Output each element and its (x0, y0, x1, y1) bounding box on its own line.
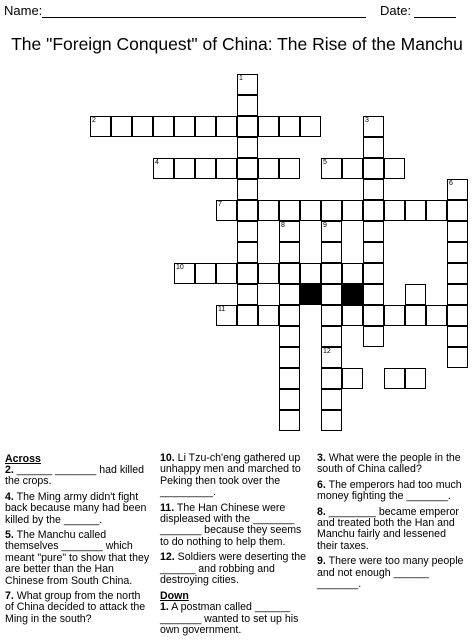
blocked-cell (300, 284, 321, 305)
grid-cell[interactable] (405, 305, 426, 326)
grid-cell[interactable] (342, 263, 363, 284)
grid-cell[interactable] (111, 116, 132, 137)
clue-item-text: What group from the north of China decided to attack the Ming in the south? (5, 590, 146, 625)
clue-item-number: 6. (317, 478, 326, 491)
grid-cell[interactable] (153, 158, 174, 179)
clue-item-text: Li Tzu-ch'eng gathered up unhappy men and marched to Peking then took over the _________. (160, 452, 301, 499)
date-label: Date: (380, 3, 412, 18)
grid-cell[interactable] (363, 179, 384, 200)
clue-number: 9 (323, 222, 327, 229)
clue-number: 11 (218, 306, 226, 313)
clue-number: 7 (218, 201, 222, 208)
clue-item-number: 4. (5, 490, 14, 503)
grid-cell[interactable] (195, 158, 216, 179)
grid-cell[interactable] (279, 263, 300, 284)
grid-cell[interactable] (447, 221, 468, 242)
grid-cell[interactable] (237, 284, 258, 305)
grid-cell[interactable] (216, 158, 237, 179)
grid-cell[interactable] (426, 305, 447, 326)
grid-cell[interactable] (405, 284, 426, 305)
grid-cell[interactable] (237, 158, 258, 179)
grid-cell[interactable] (174, 263, 195, 284)
clue-item-number: 11. (160, 501, 175, 514)
grid-cell[interactable] (279, 158, 300, 179)
clue-item-text: A postman called ______ _______ wanted to set up his own government. (160, 601, 299, 637)
grid-cell[interactable] (447, 200, 468, 221)
clue-number: 10 (176, 264, 184, 271)
down-heading: Down (160, 590, 189, 603)
grid-cell[interactable] (363, 305, 384, 326)
grid-cell[interactable] (279, 368, 300, 389)
grid-cell[interactable] (321, 158, 342, 179)
grid-cell[interactable] (447, 347, 468, 368)
clues-column-3 (317, 453, 467, 594)
clue-item-text: There were too many people and not enough ______ _______. (317, 555, 464, 591)
clue-item-text: ________ became emperor and treated both the Han and Manchu fairly and lessened their taxes. (317, 505, 459, 552)
grid-cell[interactable] (321, 347, 342, 368)
grid-cell[interactable] (279, 284, 300, 305)
clue-item-text: ______ _______ had killed the crops. (5, 464, 145, 488)
grid-cell[interactable] (258, 116, 279, 137)
grid-cell[interactable] (195, 116, 216, 137)
grid-cell[interactable] (132, 116, 153, 137)
grid-cell[interactable] (363, 221, 384, 242)
grid-cell[interactable] (321, 326, 342, 347)
grid-cell[interactable] (300, 200, 321, 221)
grid-cell[interactable] (174, 116, 195, 137)
grid-cell[interactable] (237, 95, 258, 116)
grid-cell[interactable] (195, 263, 216, 284)
grid-cell[interactable] (447, 242, 468, 263)
clue-number: 6 (449, 180, 453, 187)
clue-number: 8 (281, 222, 285, 229)
clue-item-text: The Manchu called themselves _______ which meant "pure" to show that they are better than the Han Chinese from South China. (5, 529, 150, 587)
grid-cell[interactable] (447, 284, 468, 305)
grid-cell[interactable] (90, 116, 111, 137)
clue-item (5, 465, 151, 488)
grid-cell[interactable] (384, 200, 405, 221)
grid-cell[interactable] (321, 368, 342, 389)
grid-cell[interactable] (363, 137, 384, 158)
grid-cell[interactable] (321, 221, 342, 242)
grid-cell[interactable] (237, 200, 258, 221)
grid-cell[interactable] (363, 263, 384, 284)
grid-cell[interactable] (384, 305, 405, 326)
grid-cell[interactable] (384, 158, 405, 179)
grid-cell[interactable] (363, 242, 384, 263)
grid-cell[interactable] (342, 158, 363, 179)
grid-cell[interactable] (279, 326, 300, 347)
grid-cell[interactable] (237, 137, 258, 158)
grid-cell[interactable] (321, 200, 342, 221)
clue-item-number: 8. (317, 505, 326, 518)
grid-cell[interactable] (279, 242, 300, 263)
grid-cell[interactable] (216, 200, 237, 221)
clue-item (160, 503, 308, 549)
clue-number: 3 (365, 117, 369, 124)
grid-cell[interactable] (237, 305, 258, 326)
grid-cell[interactable] (279, 347, 300, 368)
clue-item-number: 9. (317, 555, 326, 568)
grid-cell[interactable] (363, 116, 384, 137)
grid-cell[interactable] (279, 305, 300, 326)
grid-cell[interactable] (279, 389, 300, 410)
grid-cell[interactable] (216, 305, 237, 326)
grid-cell[interactable] (363, 284, 384, 305)
clue-number: 5 (323, 159, 327, 166)
clue-item (317, 507, 467, 553)
clue-item (317, 556, 467, 590)
grid-cell[interactable] (321, 242, 342, 263)
grid-cell[interactable] (363, 326, 384, 347)
clue-item (5, 530, 151, 587)
clues-column-2 (160, 453, 308, 641)
clue-item-number: 7. (5, 590, 14, 603)
grid-cell[interactable] (342, 305, 363, 326)
grid-cell[interactable] (216, 263, 237, 284)
grid-cell[interactable] (237, 263, 258, 284)
grid-cell[interactable] (405, 368, 426, 389)
clue-number: 2 (92, 117, 96, 124)
grid-cell[interactable] (279, 221, 300, 242)
clue-number: 12 (323, 348, 331, 355)
grid-cell[interactable] (321, 410, 342, 431)
grid-cell[interactable] (258, 200, 279, 221)
grid-cell[interactable] (237, 179, 258, 200)
clue-number: 4 (155, 159, 159, 166)
grid-cell[interactable] (447, 305, 468, 326)
grid-cell[interactable] (237, 242, 258, 263)
clue-item-number: 5. (5, 529, 14, 542)
grid-cell[interactable] (300, 263, 321, 284)
clue-item-number: 12. (160, 551, 175, 564)
grid-cell[interactable] (258, 263, 279, 284)
grid-cell[interactable] (216, 116, 237, 137)
grid-cell[interactable] (279, 116, 300, 137)
name-label: Name: (4, 3, 43, 18)
clue-number: 1 (239, 75, 243, 82)
clue-item (160, 602, 308, 636)
clue-item-number: 1. (160, 601, 169, 614)
grid-cell[interactable] (321, 284, 342, 305)
grid-cell[interactable] (300, 116, 321, 137)
grid-cell[interactable] (342, 368, 363, 389)
grid-cell[interactable] (447, 326, 468, 347)
grid-cell[interactable] (447, 179, 468, 200)
clue-item-number: 3. (317, 452, 326, 464)
clue-item (317, 480, 467, 503)
grid-cell[interactable] (405, 200, 426, 221)
grid-cell[interactable] (258, 158, 279, 179)
clue-item (5, 591, 151, 625)
clues-column-1 (5, 453, 151, 629)
across-heading: Across (5, 453, 41, 465)
grid-cell[interactable] (279, 410, 300, 431)
grid-cell[interactable] (237, 116, 258, 137)
grid-cell[interactable] (237, 74, 258, 95)
clue-item (5, 492, 151, 526)
grid-cell[interactable] (153, 116, 174, 137)
grid-cell[interactable] (258, 305, 279, 326)
clue-item-number: 10. (160, 452, 175, 464)
page-title: The "Foreign Conquest" of China: The Rise of the Manchu (11, 34, 463, 54)
grid-cell[interactable] (363, 158, 384, 179)
grid-cell[interactable] (321, 305, 342, 326)
clue-item-text: The Ming army didn't fight back because many had been killed by the ______. (5, 490, 147, 526)
clue-item (160, 453, 308, 499)
grid-cell[interactable] (426, 200, 447, 221)
grid-cell[interactable] (342, 200, 363, 221)
grid-cell[interactable] (321, 389, 342, 410)
clue-item (160, 552, 308, 586)
grid-cell[interactable] (279, 200, 300, 221)
clue-item-text: What were the people in the south of China called? (317, 452, 461, 476)
clue-item-number: 2. (5, 464, 14, 476)
grid-cell[interactable] (447, 263, 468, 284)
clue-item-text: Soldiers were deserting the ______ and robbing and destroying cities. (160, 551, 307, 587)
grid-cell[interactable] (174, 158, 195, 179)
clue-item-text: The emperors had too much money fighting the _______. (317, 478, 462, 503)
clue-item-text: The Han Chinese were displeased with the _______ _______ because they seems to do nothing to help them. (160, 501, 302, 548)
grid-cell[interactable] (363, 200, 384, 221)
blocked-cell (342, 284, 363, 305)
clue-item (317, 453, 467, 476)
grid-cell[interactable] (321, 263, 342, 284)
grid-cell[interactable] (384, 368, 405, 389)
grid-cell[interactable] (237, 221, 258, 242)
